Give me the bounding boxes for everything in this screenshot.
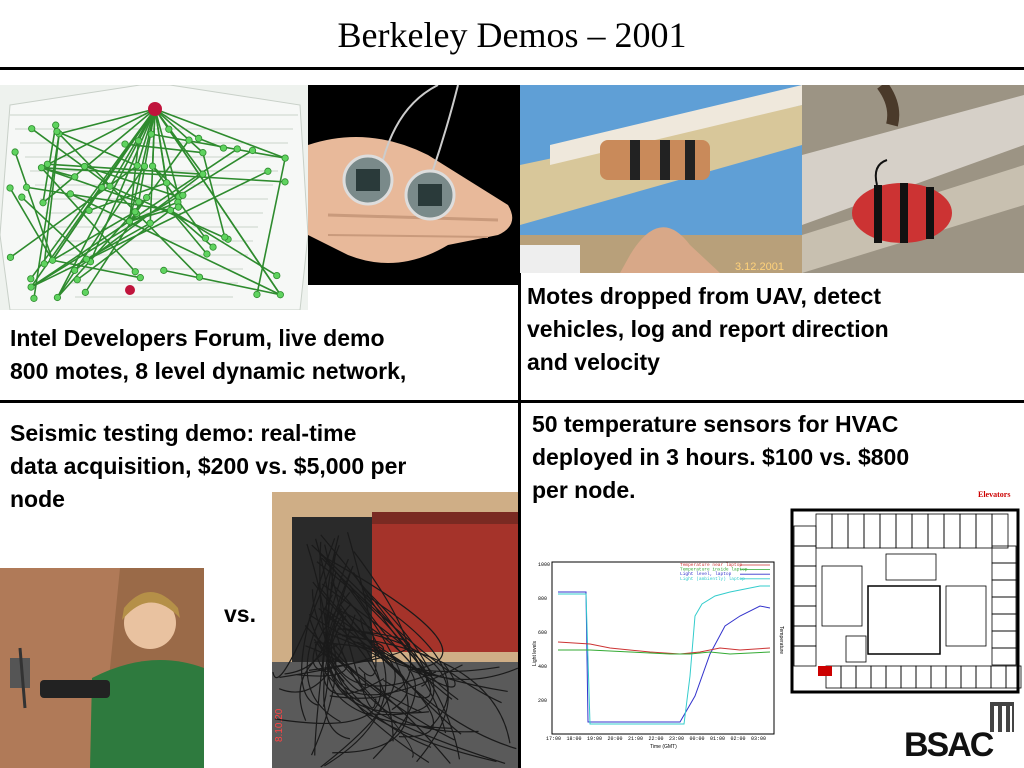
network-node bbox=[196, 274, 202, 280]
versus-label: vs. bbox=[224, 601, 256, 627]
network-node bbox=[29, 125, 35, 131]
chart-x-tick: 01:00 bbox=[710, 736, 726, 742]
chart-y-tick: 800 bbox=[538, 596, 548, 602]
network-node bbox=[134, 163, 140, 169]
network-node bbox=[38, 164, 44, 170]
network-node bbox=[49, 257, 55, 263]
chart-legend-entry: Light (ambiently) laptop bbox=[680, 576, 745, 582]
chart-x-tick: 21:00 bbox=[628, 736, 644, 742]
network-node bbox=[167, 207, 173, 213]
middle-rule bbox=[0, 400, 1024, 403]
network-node bbox=[82, 289, 88, 295]
chart-y-tick: 1000 bbox=[538, 562, 551, 568]
wired-seismic-rack-photo bbox=[272, 492, 518, 768]
network-node bbox=[132, 209, 138, 215]
chart-x-tick: 02:00 bbox=[730, 736, 746, 742]
chart-x-tick: 00:00 bbox=[689, 736, 705, 742]
network-node bbox=[107, 183, 113, 189]
network-node bbox=[126, 218, 132, 224]
network-node bbox=[67, 191, 73, 197]
chart-legend-entry: Temperature near laptop bbox=[680, 563, 743, 568]
network-node bbox=[122, 141, 128, 147]
network-node bbox=[277, 292, 283, 298]
network-node bbox=[200, 149, 206, 155]
slide-title: Berkeley Demos – 2001 bbox=[337, 15, 687, 55]
title-rule bbox=[0, 67, 1024, 70]
dropped-mote-photo bbox=[802, 85, 1024, 273]
network-node bbox=[19, 194, 25, 200]
gateway-node bbox=[148, 102, 162, 116]
intel-demo-caption: Intel Developers Forum, live demo 800 motes, 8 level dynamic network, bbox=[10, 325, 407, 384]
bsac-logo-text: BSAC bbox=[904, 726, 993, 764]
network-node bbox=[163, 180, 169, 186]
chart-x-tick: 22:00 bbox=[648, 736, 664, 742]
elevator-marker bbox=[818, 666, 832, 676]
elevators-label: Elevators bbox=[978, 490, 1011, 499]
network-node bbox=[28, 284, 34, 290]
network-node bbox=[282, 155, 288, 161]
network-node bbox=[23, 184, 29, 190]
chart-x-label: Time (GMT) bbox=[650, 744, 677, 750]
network-node bbox=[166, 126, 172, 132]
network-node bbox=[249, 147, 255, 153]
network-node bbox=[137, 274, 143, 280]
hvac-sensor-chart bbox=[530, 556, 784, 750]
network-node bbox=[234, 146, 240, 152]
network-node bbox=[53, 122, 59, 128]
network-node bbox=[7, 185, 13, 191]
network-node bbox=[180, 192, 186, 198]
network-node bbox=[132, 269, 138, 275]
hvac-demo-caption: 50 temperature sensors for HVAC deployed in 3 hours. $100 vs. $800 per node. bbox=[532, 411, 910, 503]
network-node bbox=[72, 174, 78, 180]
network-node bbox=[54, 294, 60, 300]
network-node bbox=[161, 267, 167, 273]
network-node bbox=[274, 272, 280, 278]
network-node bbox=[254, 291, 260, 297]
network-node bbox=[83, 256, 89, 262]
network-node bbox=[74, 277, 80, 283]
network-node bbox=[136, 199, 142, 205]
chart-x-tick: 03:00 bbox=[751, 736, 767, 742]
vertical-divider bbox=[518, 270, 521, 768]
chart-legend-entry: Temperature inside laptop bbox=[680, 567, 748, 573]
chart-y-label-right: Temperature bbox=[778, 626, 784, 655]
network-node bbox=[147, 220, 153, 226]
uav-date-stamp: 3.12.2001 bbox=[735, 261, 784, 273]
temperature-near-line bbox=[558, 642, 770, 654]
network-node bbox=[7, 254, 13, 260]
chart-x-tick: 17:00 bbox=[546, 736, 562, 742]
network-node bbox=[200, 171, 206, 177]
chart-legend-entry: Light level, laptop bbox=[680, 572, 732, 578]
network-node bbox=[41, 261, 47, 267]
network-node bbox=[12, 149, 18, 155]
network-node bbox=[28, 276, 34, 282]
network-node bbox=[222, 234, 228, 240]
seismic-demo-caption: Seismic testing demo: real-time data acquisition, $200 vs. $5,000 per node bbox=[10, 420, 407, 512]
network-node bbox=[141, 163, 147, 169]
network-node bbox=[31, 295, 37, 301]
temperature-inside-line bbox=[558, 650, 770, 654]
motes-in-hand-photo bbox=[308, 85, 520, 285]
base-node bbox=[125, 285, 135, 295]
network-node bbox=[175, 204, 181, 210]
network-node bbox=[54, 128, 60, 134]
network-node bbox=[186, 137, 192, 143]
network-node bbox=[204, 251, 210, 257]
network-node bbox=[44, 161, 50, 167]
network-node bbox=[99, 184, 105, 190]
intel-network-diagram bbox=[0, 85, 308, 310]
chart-y-label-left: Light levels bbox=[532, 640, 538, 666]
network-node bbox=[148, 131, 154, 137]
chart-x-tick: 23:00 bbox=[669, 736, 685, 742]
seismic-mote-install-photo bbox=[0, 568, 204, 768]
chart-x-tick: 20:00 bbox=[607, 736, 623, 742]
network-node bbox=[202, 235, 208, 241]
network-node bbox=[40, 200, 46, 206]
network-node bbox=[149, 163, 155, 169]
chart-x-tick: 18:00 bbox=[566, 736, 582, 742]
light-ambient-line bbox=[558, 586, 770, 724]
chart-x-tick: 19:00 bbox=[587, 736, 603, 742]
chart-y-tick: 200 bbox=[538, 698, 548, 704]
chart-y-tick: 600 bbox=[538, 630, 548, 636]
network-node bbox=[81, 163, 87, 169]
network-node bbox=[86, 207, 92, 213]
bsac-logo bbox=[904, 700, 1022, 766]
wires-date-stamp: 8.10.20 bbox=[274, 708, 285, 742]
network-node bbox=[282, 179, 288, 185]
network-node bbox=[143, 194, 149, 200]
network-node bbox=[265, 168, 271, 174]
uav-photo bbox=[520, 85, 802, 273]
hvac-floor-plan bbox=[786, 486, 1024, 698]
network-node bbox=[135, 138, 141, 144]
network-node bbox=[195, 135, 201, 141]
chart-y-tick: 400 bbox=[538, 664, 548, 670]
network-node bbox=[220, 145, 226, 151]
uav-demo-caption: Motes dropped from UAV, detect vehicles, log and report direction and velocity bbox=[527, 283, 889, 375]
network-node bbox=[71, 267, 77, 273]
network-node bbox=[210, 244, 216, 250]
